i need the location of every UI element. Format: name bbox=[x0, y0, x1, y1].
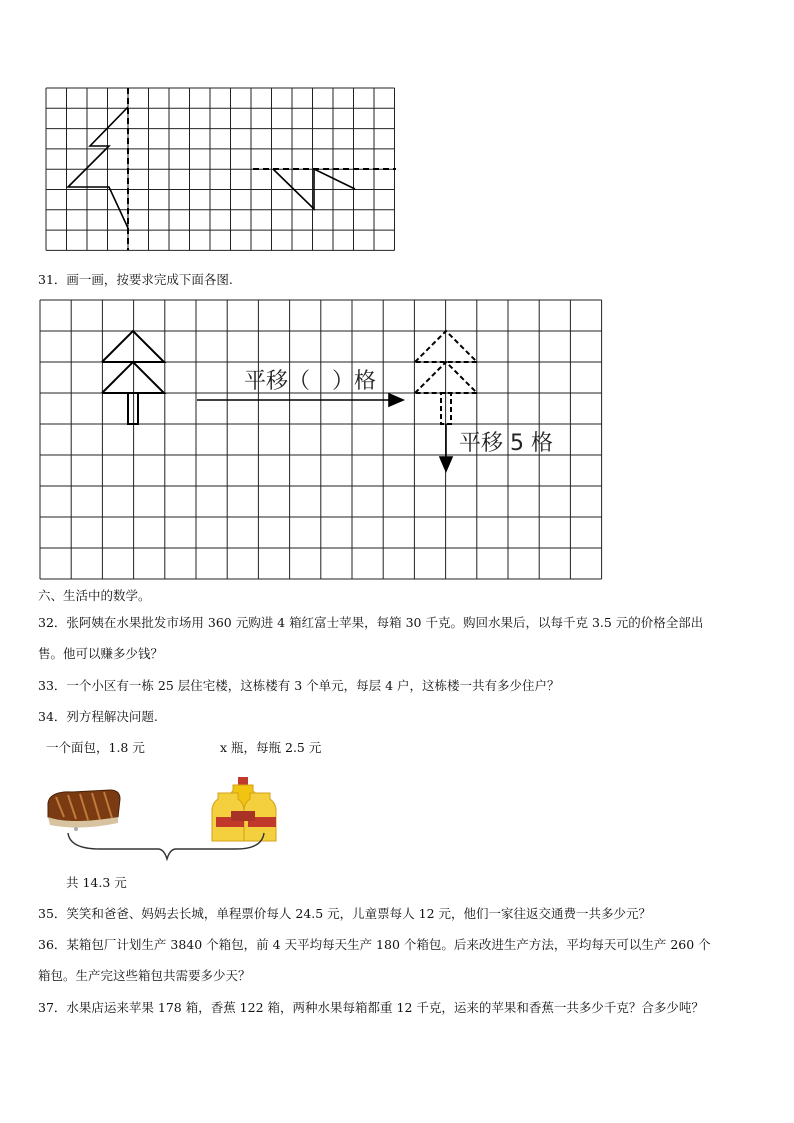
q33-text: 33．一个小区有一栋 25 层住宅楼，这栋楼有 3 个单元，每层 4 户，这栋楼一共有多少住户？ bbox=[38, 678, 560, 693]
symmetry-grid bbox=[0, 0, 794, 260]
bread-label: 一个面包，1.8 元 bbox=[46, 740, 145, 755]
q32-line2: 售。他可以赚多少钱？ bbox=[38, 646, 164, 661]
translate-label-a: 平移（ ）格 bbox=[244, 369, 377, 394]
q34-title: 34．列方程解决问题. bbox=[38, 709, 158, 724]
bread-bottles-illustration bbox=[40, 765, 300, 875]
q31-title: 31．画一画，按要求完成下面各图. bbox=[38, 272, 233, 287]
q35-text: 35．笑笑和爸爸、妈妈去长城，单程票价每人 24.5 元，儿童票每人 12 元，他们一家往返交通费一共多少元？ bbox=[38, 906, 652, 921]
tree-figure-original bbox=[102, 331, 164, 424]
section6-title: 六、生活中的数学。 bbox=[38, 588, 151, 603]
right-arrow bbox=[197, 394, 403, 406]
bread-icon bbox=[48, 790, 120, 831]
q32-line1: 32．张阿姨在水果批发市场用 360 元购进 4 箱红富士苹果，每箱 30 千克。购回水果后，以每千克 3.5 元的价格全部出 bbox=[38, 615, 704, 630]
translate-label-b: 平移 5 格 bbox=[459, 431, 553, 456]
q36-line2: 箱包。生产完这些箱包共需要多少天？ bbox=[38, 968, 251, 983]
total-label: 共 14.3 元 bbox=[66, 875, 127, 890]
bottles-icon bbox=[212, 777, 276, 841]
down-arrow bbox=[440, 424, 452, 471]
q37-text: 37．水果店运来苹果 178 箱，香蕉 122 箱，两种水果每箱都重 12 千克，运来的苹果和香蕉一共多少千克？合多少吨？ bbox=[38, 1000, 704, 1015]
translation-grid bbox=[0, 290, 794, 590]
q36-line1: 36．某箱包厂计划生产 3840 个箱包，前 4 天平均每天生产 180 个箱包。后来改进生产方法，平均每天可以生产 260 个 bbox=[38, 937, 711, 952]
bottles-label: x 瓶，每瓶 2.5 元 bbox=[220, 740, 322, 755]
